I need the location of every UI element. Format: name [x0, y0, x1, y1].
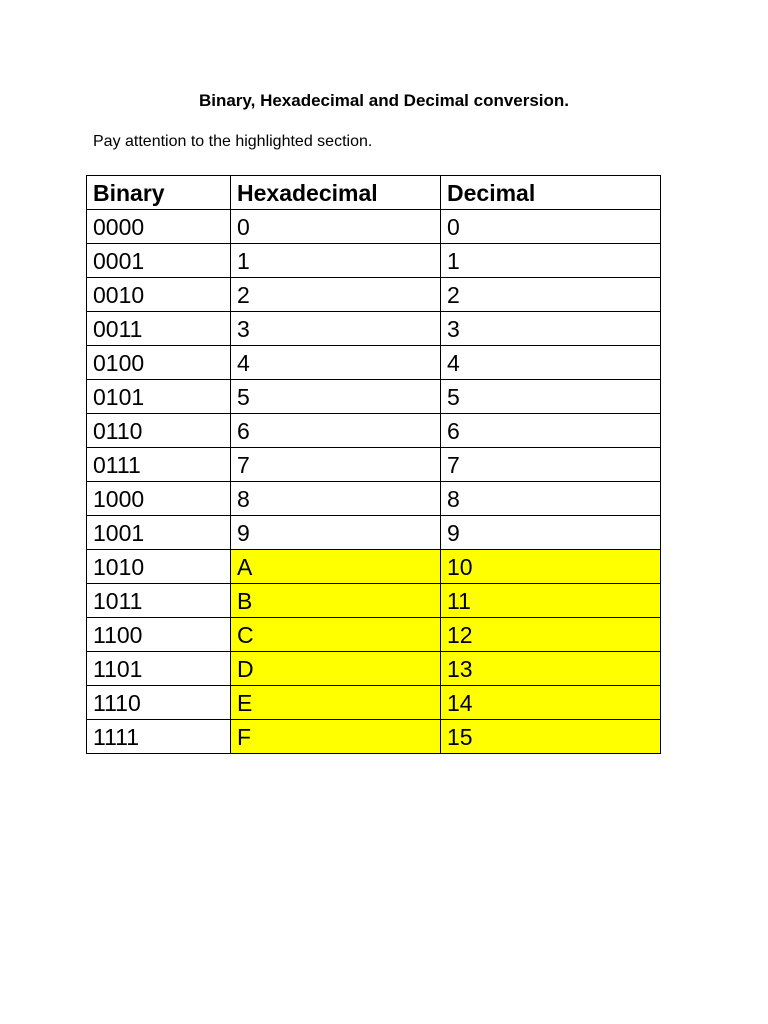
- table-row: [87, 516, 661, 550]
- table-row: [87, 380, 661, 414]
- table-row: [87, 210, 661, 244]
- cell-hexadecimal: A: [231, 550, 441, 584]
- cell-decimal: 13: [441, 652, 661, 686]
- cell-hexadecimal: 3: [231, 312, 441, 346]
- cell-decimal: 5: [441, 380, 661, 414]
- header-row: [87, 176, 661, 210]
- cell-binary: 0000: [87, 210, 231, 244]
- table-row: [87, 482, 661, 516]
- cell-binary: 1000: [87, 482, 231, 516]
- cell-binary: 0100: [87, 346, 231, 380]
- cell-decimal: 12: [441, 618, 661, 652]
- document-title: Binary, Hexadecimal and Decimal conversion.: [198, 91, 570, 110]
- cell-decimal: 8: [441, 482, 661, 516]
- cell-hexadecimal: 1: [231, 244, 441, 278]
- cell-hexadecimal: B: [231, 584, 441, 618]
- cell-hexadecimal: 4: [231, 346, 441, 380]
- table-row: [87, 346, 661, 380]
- cell-decimal: 3: [441, 312, 661, 346]
- document-subtitle: Pay attention to the highlighted section.: [93, 133, 373, 150]
- conversion-table: [86, 175, 661, 754]
- cell-binary: 0110: [87, 414, 231, 448]
- cell-binary: 1100: [87, 618, 231, 652]
- cell-hexadecimal: 8: [231, 482, 441, 516]
- cell-hexadecimal: D: [231, 652, 441, 686]
- table-row: [87, 618, 661, 652]
- cell-decimal: 15: [441, 720, 661, 754]
- cell-binary: 0111: [87, 448, 231, 482]
- table-row: [87, 448, 661, 482]
- cell-binary: 0101: [87, 380, 231, 414]
- cell-decimal: 11: [441, 584, 661, 618]
- cell-hexadecimal: 9: [231, 516, 441, 550]
- header-hexadecimal: Hexadecimal: [231, 176, 441, 210]
- table-row: [87, 312, 661, 346]
- table-row: [87, 278, 661, 312]
- cell-hexadecimal: C: [231, 618, 441, 652]
- cell-decimal: 0: [441, 210, 661, 244]
- cell-decimal: 10: [441, 550, 661, 584]
- table-row: [87, 686, 661, 720]
- table-row: [87, 584, 661, 618]
- cell-binary: 1101: [87, 652, 231, 686]
- cell-decimal: 9: [441, 516, 661, 550]
- table-row: [87, 550, 661, 584]
- table-row: [87, 244, 661, 278]
- cell-hexadecimal: 7: [231, 448, 441, 482]
- table-row: [87, 720, 661, 754]
- cell-hexadecimal: 6: [231, 414, 441, 448]
- cell-decimal: 14: [441, 686, 661, 720]
- cell-hexadecimal: F: [231, 720, 441, 754]
- cell-hexadecimal: 2: [231, 278, 441, 312]
- cell-binary: 0010: [87, 278, 231, 312]
- cell-decimal: 1: [441, 244, 661, 278]
- cell-binary: 1001: [87, 516, 231, 550]
- cell-hexadecimal: 5: [231, 380, 441, 414]
- cell-hexadecimal: E: [231, 686, 441, 720]
- cell-binary: 1110: [87, 686, 231, 720]
- table-row: [87, 414, 661, 448]
- cell-binary: 0001: [87, 244, 231, 278]
- cell-decimal: 6: [441, 414, 661, 448]
- cell-decimal: 7: [441, 448, 661, 482]
- cell-hexadecimal: 0: [231, 210, 441, 244]
- header-binary: Binary: [87, 176, 231, 210]
- header-decimal: Decimal: [441, 176, 661, 210]
- cell-decimal: 4: [441, 346, 661, 380]
- table-body: [87, 210, 661, 754]
- cell-binary: 1011: [87, 584, 231, 618]
- cell-decimal: 2: [441, 278, 661, 312]
- cell-binary: 0011: [87, 312, 231, 346]
- cell-binary: 1111: [87, 720, 231, 754]
- table-header: [87, 176, 661, 210]
- table-row: [87, 652, 661, 686]
- cell-binary: 1010: [87, 550, 231, 584]
